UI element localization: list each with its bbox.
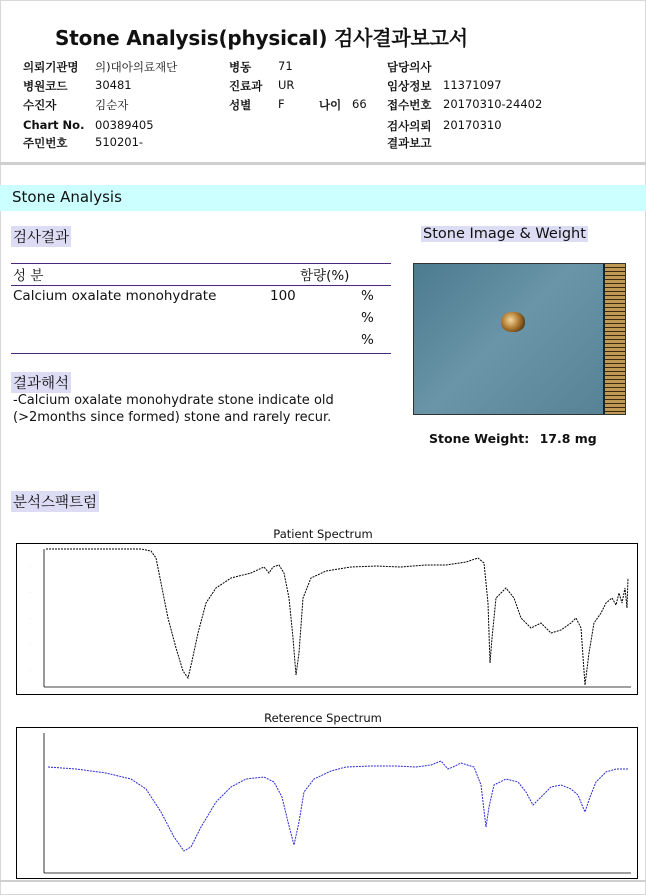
spectrum-heading: 분석스팩트럼 [11, 491, 99, 512]
sex-label: 성별 [229, 98, 252, 112]
svg-text:.: . [30, 616, 31, 620]
patient-label: 수진자 [23, 98, 57, 112]
row2-unit: % [361, 310, 374, 326]
patient-value: 김순자 [95, 98, 129, 112]
dept-label: 진료과 [229, 79, 263, 93]
age-label: 나이 [319, 98, 342, 112]
header-divider [0, 162, 646, 165]
reference-spectrum-chart [16, 727, 638, 879]
stone-photo [413, 263, 626, 415]
patient-spectrum-chart [16, 543, 638, 695]
weight-label: Stone Weight: [429, 431, 530, 446]
row1-unit: % [361, 288, 374, 304]
ward-row [229, 59, 293, 75]
section-heading: Stone Analysis [12, 188, 122, 206]
hospital-code-row [23, 78, 132, 94]
age-value: 66 [352, 97, 367, 111]
request-date-label: 검사의뢰 [387, 119, 432, 133]
chart-no-row [23, 118, 154, 132]
clinical-info-value: 11371097 [443, 78, 502, 92]
table-bottom-rule [11, 353, 391, 354]
institution-label: 의뢰기관명 [23, 60, 79, 74]
weight-value: 17.8 mg [539, 431, 597, 446]
hospital-code-label: 병원코드 [23, 79, 68, 93]
hospital-code-value: 30481 [95, 78, 132, 92]
institution-row [23, 59, 178, 75]
dept-row [229, 78, 295, 94]
receipt-no-label: 접수번호 [387, 98, 432, 112]
chart-no-value: 00389405 [95, 118, 154, 132]
resident-no-label: 주민번호 [23, 136, 68, 150]
dept-value: UR [278, 78, 295, 92]
table-header-rule [11, 285, 391, 286]
doctor-row [387, 59, 431, 75]
resident-no-value: 510201- [95, 135, 144, 149]
svg-text:.: . [30, 668, 31, 672]
receipt-no-row [387, 97, 543, 113]
receipt-no-value: 20170310-24402 [443, 97, 543, 111]
interpretation-line-1: -Calcium oxalate monohydrate stone indicate old [13, 393, 334, 408]
svg-text:.: . [30, 590, 31, 594]
ward-value: 71 [278, 59, 293, 73]
section-band [0, 185, 646, 211]
reference-spectrum-title: Reterence Spectrum [264, 711, 382, 725]
row3-unit: % [361, 332, 374, 348]
clinical-info-label: 임상정보 [387, 79, 432, 93]
doctor-label: 담당의사 [387, 60, 432, 74]
institution-value: 의)대아의료재단 [95, 60, 178, 74]
ward-label: 병동 [229, 60, 252, 74]
stone-weight [429, 431, 597, 446]
report-title: Stone Analysis(physical) 검사결과보고서 [55, 26, 468, 50]
col-component-header: 성 분 [13, 268, 44, 284]
clinical-info-row [387, 78, 502, 94]
interpretation-line-2: (>2months since formed) stone and rarely recur. [13, 410, 332, 425]
row1-value: 100 [270, 288, 296, 304]
reference-plot-frame [17, 728, 638, 879]
sex-row [229, 97, 367, 113]
request-date-row [387, 118, 502, 134]
sex-value: F [278, 97, 285, 111]
patient-plot-frame [17, 544, 638, 695]
request-date-value: 20170310 [443, 118, 502, 132]
stone-specimen [501, 312, 525, 332]
resident-no-row [23, 135, 144, 151]
chart-no-label: Chart No. [23, 118, 85, 132]
svg-text:.: . [30, 564, 31, 568]
report-label: 결과보고 [387, 136, 432, 150]
image-heading: Stone Image & Weight [423, 226, 586, 242]
col-content-header: 함량(%) [300, 268, 350, 284]
results-heading: 검사결과 [11, 226, 71, 247]
interpretation-heading: 결과해석 [11, 372, 71, 393]
patient-row [23, 97, 129, 113]
patient-spectrum-title: Patient Spectrum [273, 527, 373, 541]
row1-component: Calcium oxalate monohydrate [13, 288, 217, 304]
report-row [387, 135, 431, 151]
footer-divider [0, 880, 646, 882]
svg-text:.: . [30, 642, 31, 646]
measurement-ruler [603, 264, 625, 414]
